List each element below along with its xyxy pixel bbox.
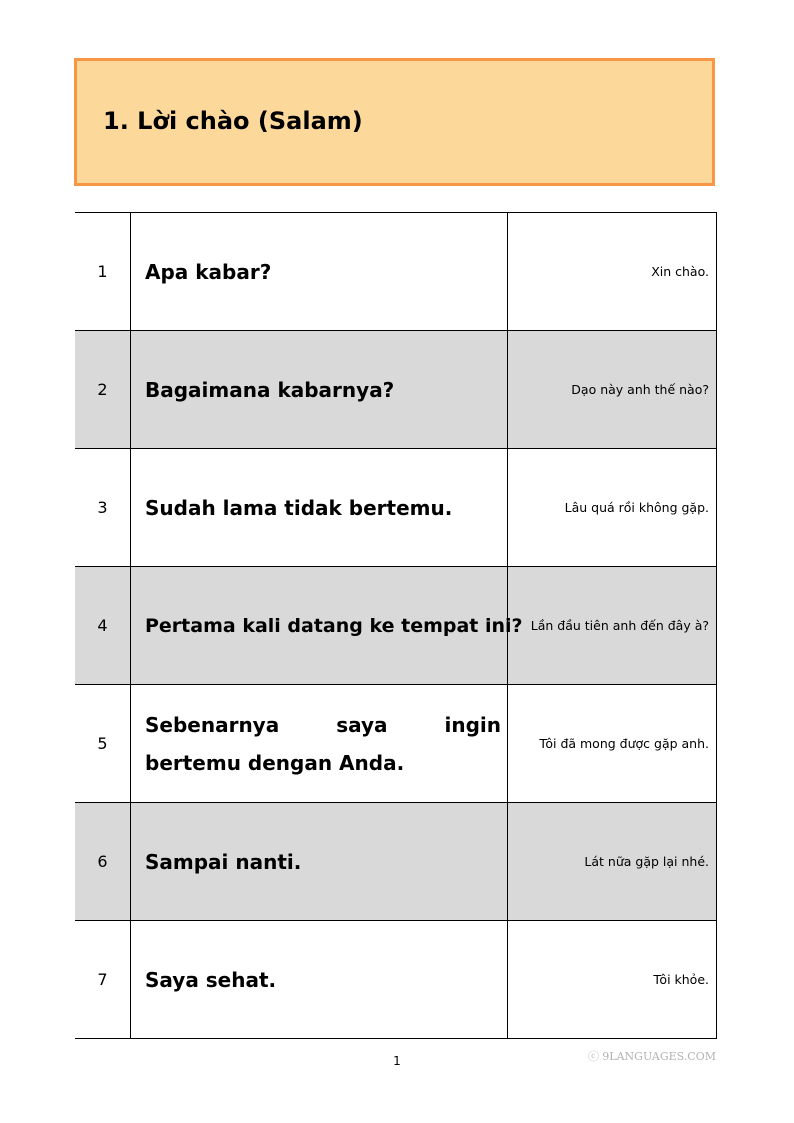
translation-text: Dạo này anh thế nào? bbox=[508, 331, 717, 449]
translation-text: Lần đầu tiên anh đến đây à? bbox=[508, 567, 717, 685]
page-number: 1 bbox=[393, 1054, 401, 1068]
phrase-text: Bagaimana kabarnya? bbox=[131, 331, 508, 449]
phrase-text: Pertama kali datang ke tempat ini? bbox=[131, 567, 508, 685]
translation-text: Xin chào. bbox=[508, 213, 717, 331]
phrase-text: Sudah lama tidak bertemu. bbox=[131, 449, 508, 567]
translation-text: Lát nữa gặp lại nhé. bbox=[508, 803, 717, 921]
table-row bbox=[75, 331, 717, 449]
translation-text: Lâu quá rồi không gặp. bbox=[508, 449, 717, 567]
phrase-text: Sebenarnya saya ingin bertemu dengan Anda. bbox=[131, 685, 508, 803]
phrase-text: Apa kabar? bbox=[131, 213, 508, 331]
section-title-box bbox=[74, 58, 715, 186]
row-number: 4 bbox=[75, 567, 131, 685]
translation-text: Tôi khỏe. bbox=[508, 921, 717, 1039]
table-row bbox=[75, 803, 717, 921]
row-number: 5 bbox=[75, 685, 131, 803]
phrase-text: Sampai nanti. bbox=[131, 803, 508, 921]
table-row bbox=[75, 567, 717, 685]
translation-text: Tôi đã mong được gặp anh. bbox=[508, 685, 717, 803]
table-row bbox=[75, 213, 717, 331]
copyright-watermark: ⓒ 9LANGUAGES.COM bbox=[587, 1050, 716, 1063]
row-number: 6 bbox=[75, 803, 131, 921]
phrase-table bbox=[75, 212, 717, 1039]
section-title: 1. Lời chào (Salam) bbox=[103, 107, 363, 135]
phrase-text: Saya sehat. bbox=[131, 921, 508, 1039]
row-number: 1 bbox=[75, 213, 131, 331]
row-number: 7 bbox=[75, 921, 131, 1039]
table-row bbox=[75, 921, 717, 1039]
table-row bbox=[75, 685, 717, 803]
row-number: 3 bbox=[75, 449, 131, 567]
table-row bbox=[75, 449, 717, 567]
row-number: 2 bbox=[75, 331, 131, 449]
